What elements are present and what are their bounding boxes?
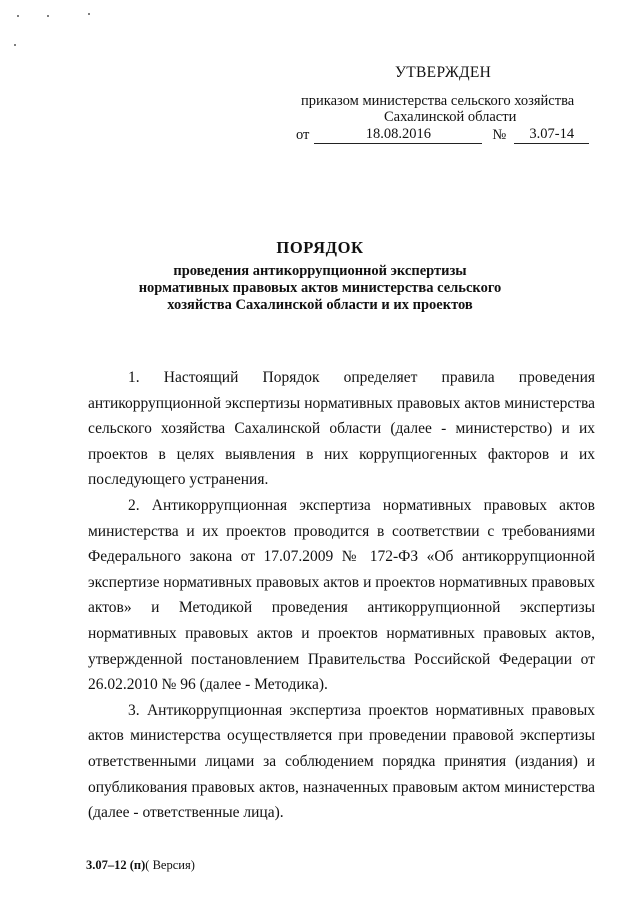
footer-version-label: ( Версия) bbox=[145, 858, 195, 872]
number-sign: № bbox=[492, 127, 507, 143]
paragraph-3: 3. Антикоррупционная экспертиза проектов нормативных правовых актов министерства осуществляется при проведении правовой экспертизы ответственными лицами за соблюдением порядка принятия (издания) и опубликования правовых актов, назначенных правовым актом министерства (далее - ответственные лица). bbox=[88, 701, 595, 822]
paragraph-2: 2. Антикоррупционная экспертиза нормативных правовых актов министерства и их проектов проводится в соответствии с требованиями Федерального закона от 17.07.2009 № 172-ФЗ «Об антикоррупционной экспертизе нормативных правовых актов и проектов нормативных правовых актов» и Методикой проведения антикоррупционной экспертизы нормативных правовых актов и проектов нормативных правовых актов, утвержденной постановлением Правительства Российской Федерации от 26.02.2010 № 96 (далее - Методика). bbox=[88, 496, 595, 694]
approval-number: 3.07-14 bbox=[514, 127, 589, 144]
document-title: ПОРЯДОК bbox=[276, 238, 364, 257]
footer-version bbox=[86, 858, 195, 873]
document-subtitle-line-1: проведения антикоррупционной экспертизы bbox=[173, 263, 467, 279]
approval-title: УТВЕРЖДЕН bbox=[395, 64, 492, 81]
date-prefix: от bbox=[296, 127, 310, 143]
document-subtitle-line-2: нормативных правовых актов министерства сельского bbox=[138, 280, 502, 296]
paragraph-1: 1. Настоящий Порядок определяет правила проведения антикоррупционной экспертизы нормативных правовых актов министерства сельского хозяйства Сахалинской области (далее - министерство) и их проектов в целях выявления в них коррупциогенных факторов и их последующего устранения. bbox=[88, 369, 595, 489]
footer-code: 3.07–12 (п) bbox=[86, 858, 146, 872]
approval-region-line: Сахалинской области bbox=[384, 109, 517, 125]
approval-date: 18.08.2016 bbox=[314, 127, 482, 144]
document-body bbox=[88, 365, 595, 826]
document-subtitle-line-3: хозяйства Сахалинской области и их проектов bbox=[167, 297, 473, 313]
approval-date-number-row bbox=[296, 127, 589, 144]
approval-order-line: приказом министерства сельского хозяйства bbox=[301, 93, 575, 109]
